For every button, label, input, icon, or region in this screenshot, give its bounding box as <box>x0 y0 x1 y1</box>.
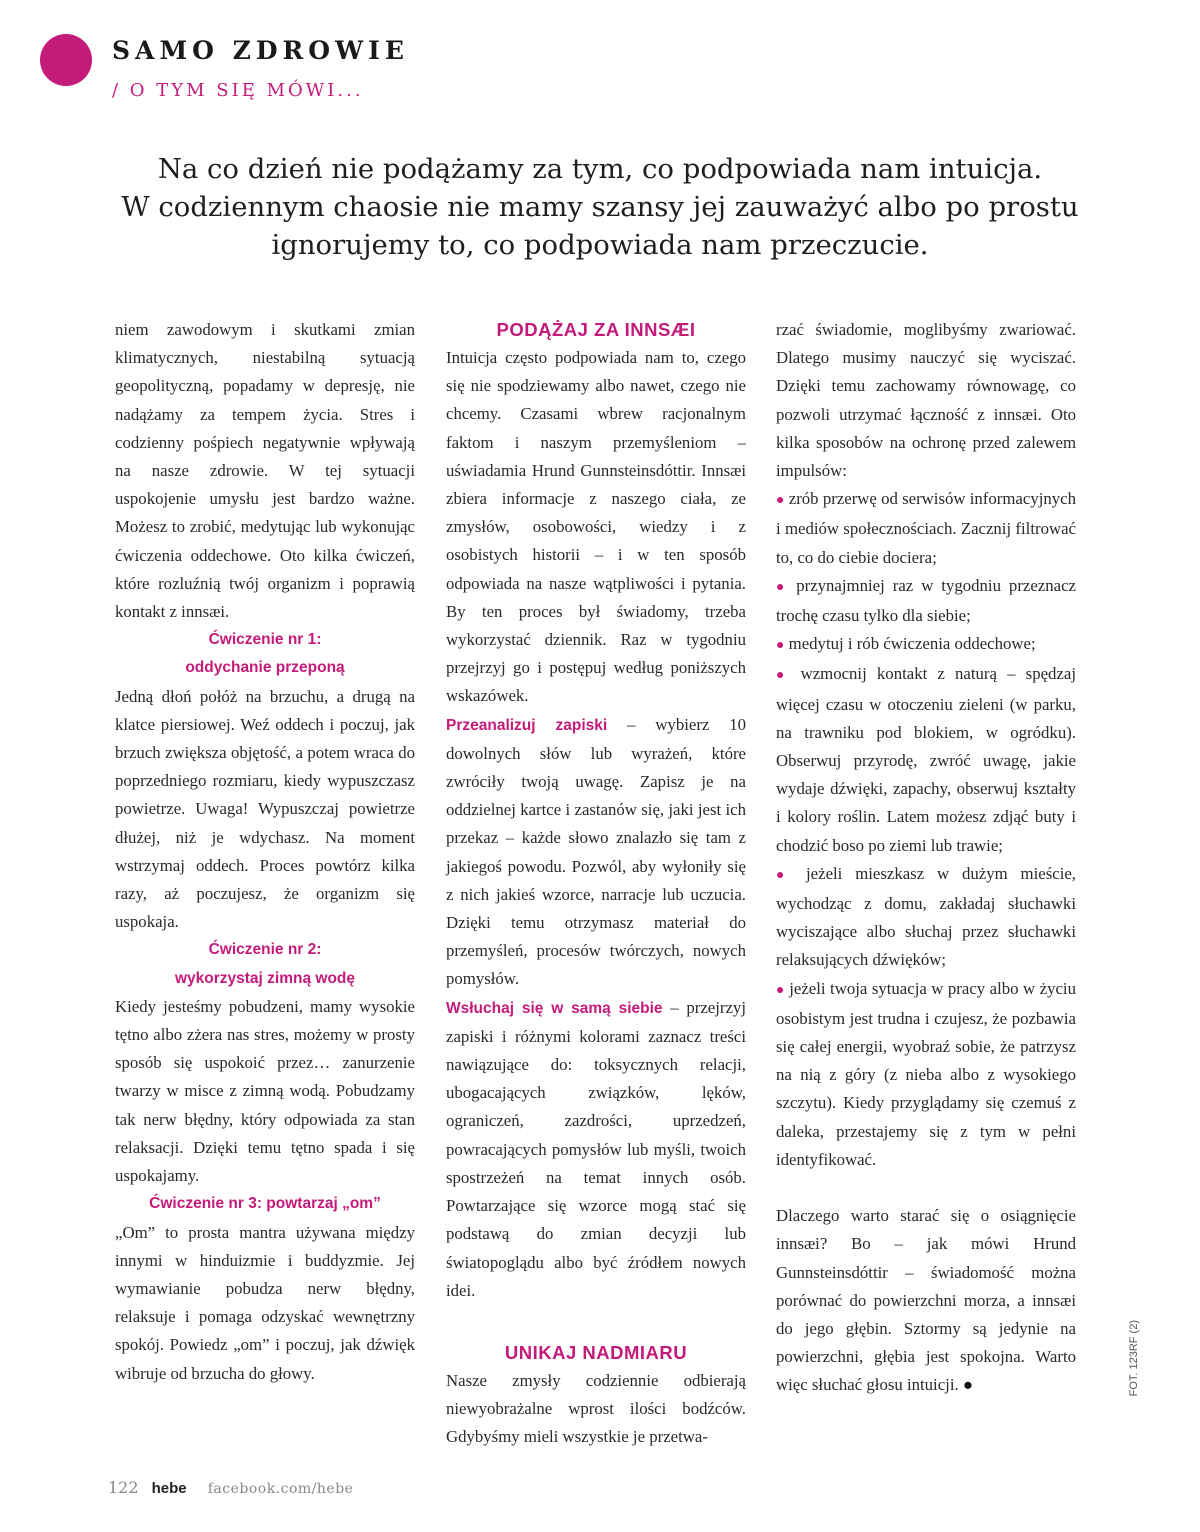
section-heading: PODĄŻAJ ZA INNSÆI <box>496 319 696 340</box>
lead-line: ignorujemy to, co podpowiada nam przeczucie. <box>271 229 929 261</box>
exercise-2-subtitle: wykorzystaj zimną wodę <box>174 969 356 987</box>
lead-line: Na co dzień nie podążamy za tym, co podpowiada nam intuicja. <box>157 153 1043 185</box>
section-dot-icon <box>40 34 92 86</box>
bullet-text: medytuj i rób ćwiczenia oddechowe; <box>784 634 1036 654</box>
article-column-3 <box>776 316 1076 1400</box>
section-subtitle: / O TYM SIĘ MÓWI... <box>112 80 364 101</box>
exercise-3-title: Ćwiczenie nr 3: powtarzaj „om” <box>149 1195 381 1213</box>
bullet-text: przynajmniej raz w tygodniu przeznacz trochę czasu tylko dla siebie; <box>776 575 1076 626</box>
bullet-item <box>776 485 1076 572</box>
bullet-icon: ● <box>776 867 794 883</box>
bullet-item <box>776 660 1076 859</box>
page-number: 122 <box>108 1478 139 1497</box>
bullet-icon: ● <box>776 638 785 654</box>
body-paragraph: Nasze zmysły codziennie odbierają niewyobrażalne wprost ilości bodźców. Gdybyśmy mieli wszystkie je przetwa- <box>446 1370 746 1447</box>
body-paragraph <box>446 994 746 1305</box>
bullet-item <box>776 572 1076 630</box>
exercise-1-title: Ćwiczenie nr 1: <box>208 631 322 649</box>
exercise-1-subtitle: oddychanie przeponą <box>185 659 345 677</box>
bullet-item <box>776 860 1076 975</box>
bullet-text: zrób przerwę od serwisów informacyjnych i mediów społecznościach. Zacznij filtrować to, co do ciebie dociera; <box>776 489 1076 567</box>
footer-url[interactable]: facebook.com/hebe <box>207 1481 354 1497</box>
bullet-icon: ● <box>776 579 789 595</box>
bullet-icon: ● <box>776 493 785 509</box>
bullet-text: jeżeli twoja sytuacja w pracy albo w życiu osobistym jest trudna i czujesz, że pozbawia się całej energii, wyobraź sobie, że patrzysz na nią z góry (z nieba albo z wysokiego szczytu). Kiedy przyglądamy się czemuś z daleka, przestajemy się z tym w pełni identyfikować. <box>776 978 1076 1169</box>
body-paragraph <box>776 1202 1076 1399</box>
section-heading: UNIKAJ NADMIARU <box>504 1341 688 1363</box>
lead-line: W codziennym chaosie nie mamy szansy jej zauważyć albo po prostu <box>121 191 1079 223</box>
body-paragraph: Jedną dłoń połóż na brzuchu, a drugą na klatce piersiowej. Weź oddech i poczuj, jak brzuch zwiększa objętość, a potem wraca do poprzedniego rozmiaru, kiedy wypuszczasz powietrze. Uwaga! Wypuszczaj powietrze dłużej, niż je wdychasz. Na moment wstrzymaj oddech. Proces powtórz kilka razy, aż poczujesz, że organizm się uspokaja. <box>115 686 415 932</box>
bullet-text: jeżeli mieszkasz w dużym mieście, wychodząc z domu, zakładaj słuchawki wyciszające albo słuchaj przez słuchawki relaksujących dźwięków; <box>776 863 1076 970</box>
bullet-item <box>776 975 1076 1174</box>
photo-credit: FOT. 123RF (2) <box>1128 1320 1140 1397</box>
paragraph-lead-in: Wsłuchaj się w samą siebie <box>446 999 663 1017</box>
body-paragraph: Intuicja często podpowiada nam to, czego się nie spodziewamy albo nawet, czego nie chcemy. Czasami wbrew racjonalnym faktom i naszym przemyśleniom – uświadamia Hrund Gunnsteinsdóttir. Innsæi zbiera informacje z naszego ciała, ze zmysłów, osobowości, wiedzy i z osobistych historii – i w ten sposób odpowiada na nasze wątpliwości i pytania. By ten proces był świadomy, trzeba wykorzystać dziennik. Raz w tygodniu przejrzyj go i postępuj według poniższych wskazówek. <box>446 348 746 706</box>
exercise-2-title: Ćwiczenie nr 2: <box>208 941 322 959</box>
body-paragraph <box>446 711 746 994</box>
paragraph-text: Dlaczego warto starać się o osiągnięcie innsæi? Bo – jak mówi Hrund Gunnsteinsdóttir – świadomość można porównać do powierzchni morza, a innsæi do jego głębin. Sztormy są jedynie na powierzchni, głębia jest spokojna. Warto więc słuchać głosu intuicji. <box>776 1206 1076 1395</box>
bullet-item <box>776 630 1076 660</box>
paragraph-text: – wybierz 10 dowolnych słów lub wyrażeń, które zwróciły twoją uwagę. Zapisz je na oddzielnej kartce i zastanów się, jaki jest ich przekaz – każde słowo znalazło się tam z jakiegoś powodu. Pozwól, aby wyłoniły się z nich jakieś wzorce, narracje lub uczucia. Dzięki temu otrzymasz materiał do przemyśleń, procesów twórczych, nowych pomysłów. <box>446 714 746 989</box>
magazine-logo: hebe <box>151 1480 187 1497</box>
bullet-text: wzmocnij kontakt z naturą – spędzaj więcej czasu w otoczeniu zieleni (w parku, na trawniku pod blokiem, w ogródku). Obserwuj przyrodę, zwróć uwagę, jakie wydaje dźwięki, zapachy, obserwuj kształty i kolory roślin. Latem możesz zdjąć buty i chodzić boso po ziemi lub trawie; <box>776 664 1076 855</box>
lead-paragraph <box>110 150 1090 264</box>
section-title: SAMO ZDROWIE <box>112 36 409 65</box>
paragraph-lead-in: Przeanalizuj zapiski <box>446 716 608 734</box>
body-paragraph: niem zawodowym i skutkami zmian klimatycznych, niestabilną sytuacją geopolityczną, popadamy w depresję, nie nadążamy za tempem życia. Stres i codzienny pośpiech negatywnie wpływają na nasze zdrowie. W tej sytuacji uspokojenie umysłu jest bardzo ważne. Możesz to zrobić, medytując lub wykonując ćwiczenia oddechowe. Oto kilka ćwiczeń, które rozluźnią twój organizm i poprawią kontakt z innsæi. <box>115 320 415 622</box>
body-paragraph: rzać świadomie, moglibyśmy zwariować. Dlatego musimy nauczyć się wyciszać. Dzięki temu zachowamy równowagę, co pozwoli utrzymać łączność z innsæi. Oto kilka sposobów na ochronę przed zalewem impulsów: <box>776 320 1076 481</box>
end-mark-icon: ● <box>962 1375 974 1395</box>
paragraph-text: – przejrzyj zapiski i różnymi kolorami zaznacz treści nawiązujące do: toksycznych relacji, ubogacających związków, lęków, ograniczeń, zazdrości, uprzedzeń, powracających pomysłów lub myśli, twoich spostrzeżeń na temat innych osób. Powtarzające się wzorce mogą stać się podstawą do zmian decyzji lub światopoglądu albo być źródłem nowych idei. <box>446 997 746 1300</box>
bullet-icon: ● <box>776 668 791 684</box>
page-footer <box>108 1478 353 1497</box>
bullet-icon: ● <box>776 982 785 998</box>
body-paragraph: Kiedy jesteśmy pobudzeni, mamy wysokie tętno albo zżera nas stres, możemy w prosty sposób się uspokoić przez… zanurzenie twarzy w misce z zimną wodą. Pobudzamy tak nerw błędny, który odpowiada za stan relaksacji. Dzięki temu tętno spada i się uspokajamy. <box>115 996 415 1186</box>
article-column-1 <box>115 316 415 1388</box>
body-paragraph: „Om” to prosta mantra używana między innymi w hinduizmie i buddyzmie. Jej wymawianie pobudza nerw błędny, relaksuje i pomaga odzyskać wewnętrzny spokój. Powiedz „om” i poczuj, jak dźwięk wibruje od brzucha do głowy. <box>115 1222 415 1383</box>
article-column-2 <box>446 316 746 1452</box>
